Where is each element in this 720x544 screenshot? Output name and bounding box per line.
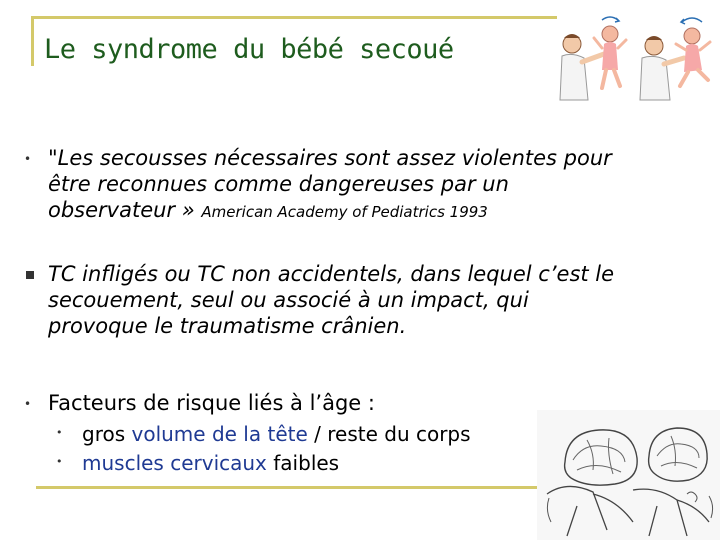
risk-heading: Facteurs de risque liés à l’âge : (48, 391, 375, 415)
quote-line-3 (48, 197, 612, 225)
definition-block (48, 261, 614, 339)
quote-line-3-text: observateur » (48, 198, 195, 222)
slide-title: Le syndrome du bébé secoué (44, 34, 454, 65)
definition-line-3: provoque le traumatisme crânien. (48, 314, 407, 338)
quote-reference: American Academy of Pediatrics 1993 (201, 203, 488, 221)
risk-item-1-suffix: / reste du corps (307, 422, 471, 446)
frame-top-line (32, 16, 557, 19)
risk-item-1 (82, 422, 471, 446)
frame-bottom-line (36, 486, 538, 489)
risk-item-1-highlight: volume de la tête (131, 422, 308, 446)
risk-item-2-suffix: faibles (266, 451, 340, 475)
quote-line-2: être reconnues comme dangereuses par un (48, 172, 509, 196)
frame-left-line (31, 16, 34, 66)
quote-line-1: "Les secousses nécessaires sont assez violentes pour (48, 146, 612, 170)
definition-line-2: secouement, seul ou associé à un impact, qui (48, 288, 529, 312)
sub-bullet-dot-icon: • (56, 455, 63, 468)
bullet-square-icon (26, 271, 34, 279)
quote-block (48, 145, 612, 225)
risk-item-2-highlight: muscles cervicaux (82, 451, 267, 475)
brain-injury-sketch (537, 410, 720, 540)
risk-item-2 (82, 451, 339, 475)
bullet-dot-icon: • (24, 397, 32, 411)
sub-bullet-dot-icon: • (56, 426, 63, 439)
definition-line-1: TC infligés ou TC non accidentels, dans lequel c’est le (48, 262, 615, 286)
risk-item-1-prefix: gros (82, 422, 132, 446)
shaking-baby-illustration (558, 14, 718, 102)
bullet-dot-icon: • (24, 152, 32, 166)
